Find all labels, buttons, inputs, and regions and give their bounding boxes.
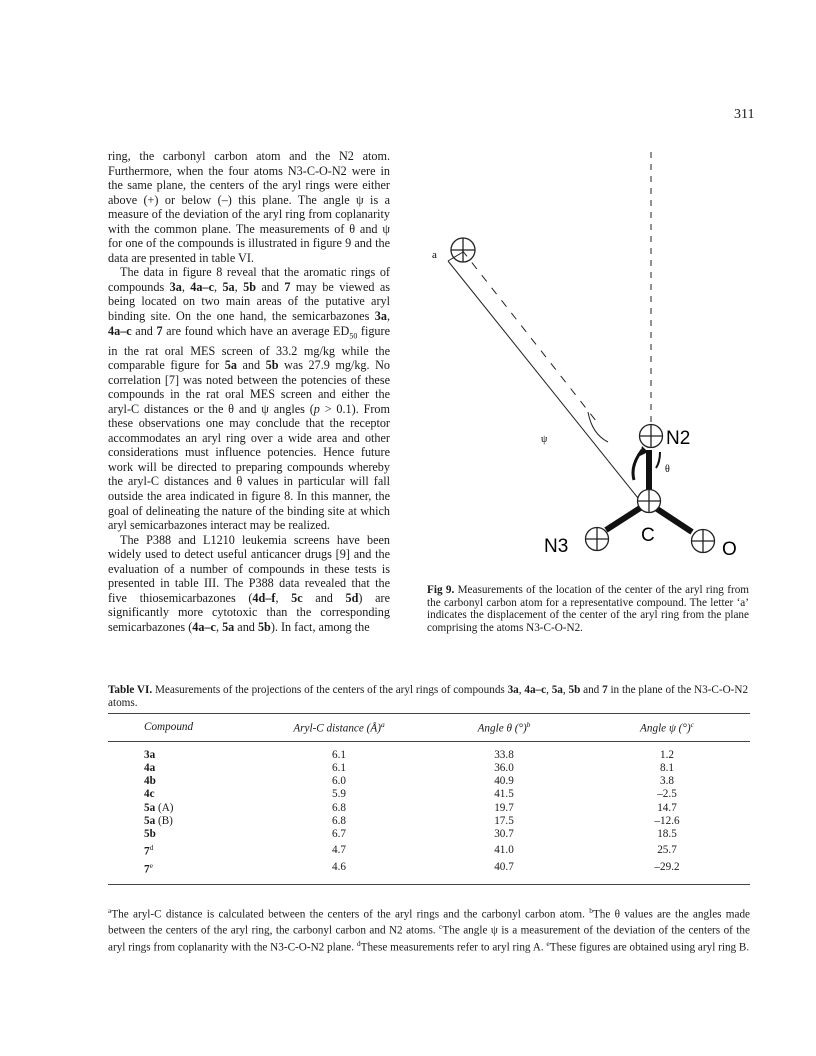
- cell-psi: 3.8: [660, 775, 674, 788]
- figure-caption: Fig 9. Measurements of the location of the center of the aryl ring from the carbonyl carbon atom for a representative compound. The letter ‘a’ indicates the displacement of the center of the aryl ring from the plane comprising the atoms N3-C-O-N2.: [427, 584, 749, 634]
- cell-theta: 40.9: [494, 775, 514, 788]
- table-footnotes: $^a$The aryl-C distance is calculated between the centers of the aryl rings and the carbonyl carbon atom. $^b$The θ values are the angles made between the centers of the aryl ring, the carbonyl carbon and N2 atoms. $^c$The angle ψ is a measurement of the deviation of the centers of the aryl rings from coplanarity with the N3-C-O-N2 plane. $^d$These measurements refer to aryl ring A. $^e$These figures are obtained using aryl ring B.: [108, 906, 750, 954]
- cell-compound: 5a (B): [144, 814, 173, 827]
- label-c: C: [641, 525, 655, 546]
- cell-distance: 6.1: [332, 748, 346, 761]
- cell-theta: 30.7: [494, 827, 514, 840]
- body-text-column: [108, 149, 390, 634]
- cell-compound: 4a: [144, 761, 156, 774]
- page-number: 311: [734, 107, 755, 122]
- cell-psi: 8.1: [660, 761, 674, 774]
- header-compound: Compound: [108, 714, 254, 742]
- psi-arc: [588, 412, 608, 442]
- cell-compound: 3a: [144, 748, 156, 761]
- projection-dashed-line: [462, 250, 600, 426]
- body-paragraph: ring, the carbonyl carbon atom and the N2 atom. Furthermore, when the four atoms N3-C-O-N2 were in the same plane, the centers of the aryl rings were either above (+) or below (–) this plane. The angle ψ is a measure of the deviation of the aryl ring from coplanarity with the common plane. The measurements of θ and ψ for one of the compounds is illustrated in figure 9 and the data are presented in table VI.: [108, 149, 390, 265]
- cell-compound: 7e: [108, 859, 254, 884]
- cell-distance: 6.0: [332, 775, 346, 788]
- cell-psi: 1.2: [660, 748, 674, 761]
- header-aryl-c-distance: Aryl-C distance (Å)$^a$: [254, 714, 424, 742]
- table-row: [108, 762, 750, 775]
- label-o: O: [722, 539, 737, 560]
- aryl-c-line: [448, 261, 642, 503]
- table-row: [108, 802, 750, 815]
- table-caption: Table VI. Measurements of the projections of the centers of the aryl rings of compounds 3a, 4a–c, 5a, 5b and 7 in the plane of the N3-C-O-N2 atoms.: [108, 684, 749, 709]
- table-vi: [108, 713, 750, 885]
- label-n2: N2: [666, 428, 691, 449]
- label-a: a: [432, 249, 437, 261]
- measurements-table: [108, 713, 750, 885]
- cell-distance: 4.7: [332, 843, 346, 856]
- cell-theta: 41.0: [494, 843, 514, 856]
- cell-psi: 18.5: [657, 827, 677, 840]
- table-header-row: [108, 714, 750, 742]
- cell-compound: 4c: [144, 788, 155, 801]
- cell-theta: 40.7: [424, 859, 584, 884]
- figure-9-diagram: [420, 150, 750, 590]
- cell-distance: 4.6: [254, 859, 424, 884]
- table-row: [108, 841, 750, 859]
- header-angle-theta: Angle θ (°)$^b$: [424, 714, 584, 742]
- cell-compound: 5b: [144, 827, 156, 840]
- table-body: [108, 741, 750, 884]
- table-row: [108, 788, 750, 801]
- cell-psi: 25.7: [657, 843, 677, 856]
- cell-theta: 36.0: [494, 761, 514, 774]
- table-row: [108, 828, 750, 841]
- cell-theta: 19.7: [494, 801, 514, 814]
- cell-theta: 33.8: [494, 748, 514, 761]
- body-paragraph: The P388 and L1210 leukemia screens have been widely used to detect useful anticancer drugs [9] and the evaluation of a number of compounds in these tests is presented in table III. The P388 data revealed that the five thiosemicarbazones (4d–f, 5c and 5d) are significantly more cytotoxic than the corresponding semicarbazones (4a–c, 5a and 5b). In fact, among the: [108, 532, 391, 634]
- cell-distance: 5.9: [332, 788, 346, 801]
- cell-psi: –29.2: [584, 859, 750, 884]
- cell-psi: –2.5: [657, 788, 677, 801]
- cell-distance: 6.8: [332, 801, 346, 814]
- body-paragraph: The data in figure 8 reveal that the aromatic rings of compounds 3a, 4a–c, 5a, 5b and 7 may be viewed as being located on two main areas of the putative aryl binding site. On the one hand, the semicarbazones 3a, 4a–c and 7 are found which have an average $ED_{50}$ figure in the rat oral MES screen of 33.2 mg/kg while the comparable figure for 5a and 5b was 27.9 mg/kg. No correlation [7] was noted between the potencies of these compounds in the rat oral MES screen and either the aryl-C distances or the θ and ψ angles (p > 0.1). From these observations one may conclude that the receptor accommodates an aryl ring over a wide area and other considerations must influence potencies. Hence future work will be directed to preparing compounds whereby the aryl-C distances and θ values in particular will fall outside the area indicated in figure 8. In this manner, the goal of delineating the nature of the binding site at which aryl semicarbazones interact may be realized.: [108, 265, 391, 533]
- cell-distance: 6.7: [332, 827, 346, 840]
- cell-psi: –12.6: [654, 814, 680, 827]
- cell-distance: 6.1: [332, 761, 346, 774]
- cell-theta: 17.5: [494, 814, 514, 827]
- cell-compound: 7$^d$: [144, 843, 154, 858]
- label-n3: N3: [544, 536, 569, 557]
- label-theta: θ: [665, 464, 670, 475]
- cell-theta: 41.5: [494, 788, 514, 801]
- table-row: [108, 741, 750, 762]
- cell-psi: 14.7: [657, 801, 677, 814]
- header-angle-psi: Angle ψ (°)$^c$: [584, 714, 750, 742]
- label-psi: ψ: [541, 434, 548, 445]
- table-row: [108, 775, 750, 788]
- cell-distance: 6.8: [332, 814, 346, 827]
- table-row: [108, 859, 750, 884]
- molecule-geometry-diagram: [420, 150, 750, 590]
- cell-compound: 4b: [144, 775, 156, 788]
- cell-compound: 5a (A): [144, 801, 174, 814]
- table-row: [108, 815, 750, 828]
